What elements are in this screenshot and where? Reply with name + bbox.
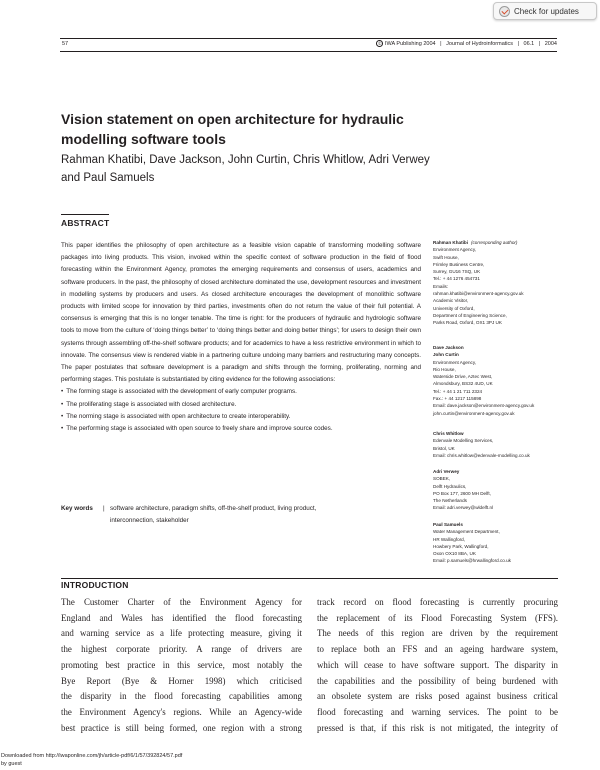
body-line: England and Wales has identified the flood forecasting (61, 612, 302, 623)
affiliation-line: Environment Agency, (433, 247, 477, 253)
introduction-rule (61, 578, 558, 579)
keywords-line: software architecture, paradigm shifts, off-the-shelf product, living product, (110, 505, 317, 512)
abstract-bullet: • The performing stage is associated with open source to freely share and improve source codes. (61, 423, 421, 435)
keywords-separator: | (103, 505, 105, 512)
header-separator: | (440, 41, 442, 47)
affiliation-name: Chris Whitlow (433, 431, 464, 436)
affiliation-name: John Curtin (433, 352, 459, 358)
affiliation-line: Waterside Drive, Aztec West, (433, 374, 493, 380)
keywords-label: Key words (61, 505, 93, 512)
introduction-left-column (61, 595, 302, 736)
body-line: promoting best practice in this service, most notably the (61, 659, 302, 670)
abstract-bullet: • The proliferating stage is associated with closed architecture. (61, 399, 421, 411)
author-line: and Paul Samuels (61, 172, 155, 184)
journal-year: 2004 (544, 41, 557, 47)
body-line: track record on flood forecasting is currently procuring (317, 597, 558, 607)
affiliation-line: Rio House, (433, 366, 456, 372)
affiliation-line: Delft Hydraulics, (433, 483, 467, 489)
abstract (61, 240, 421, 435)
author-line: Rahman Khatibi, Dave Jackson, John Curtin, Chris Whitlow, Adri Verwey (61, 154, 430, 166)
affiliation-role: (corresponding author) (470, 240, 518, 245)
body-line: the disparity in the flood forecasting capabilities among (61, 691, 302, 702)
affiliation-samuels (433, 521, 573, 565)
affiliation-line: Department of Engineering Science, (433, 312, 507, 318)
affiliation-line: Fax.: + 44 1217 115898 (433, 396, 482, 402)
body-line: The Customer Charter of the Environment Agency for (61, 597, 302, 607)
affiliation-email[interactable]: Email: chris.whitlow@edenvale-modelling.co.uk (433, 452, 530, 458)
affiliation-line: University of Oxford, (433, 305, 475, 311)
abstract-bullets (61, 386, 421, 435)
download-guest: by guest (1, 761, 22, 767)
affiliation-line: Tel.: + 44 1 21 711 2324 (433, 388, 483, 394)
keywords-line: interconnection, stakeholder (110, 517, 189, 525)
page-number: 57 (62, 41, 69, 47)
abstract-rule (61, 214, 109, 215)
affiliation-line: SOBEK, (433, 476, 451, 482)
journal-name: Journal of Hydroinformatics (446, 41, 514, 47)
introduction-heading: INTRODUCTION (61, 580, 129, 590)
affiliation-email[interactable]: john.curtin@environment-agency.gov.uk (433, 410, 515, 416)
affiliation-name: Dave Jackson (433, 345, 464, 350)
affiliation-line: Water Management Department, (433, 529, 500, 535)
affiliation-name: Rahman Khatibi (433, 240, 468, 245)
affiliation-line: Environment Agency, (433, 359, 477, 365)
download-footer (1, 752, 182, 768)
header-rule-top (60, 38, 557, 39)
affiliation-line: Swift House, (433, 254, 459, 260)
abstract-body: This paper identifies the philosophy of open architecture as a feasible vision capable of transforming modelling software packages into living products. This vision, invoked within the specific context of software production in the field of flood forecasting within the Environment Agency, promotes the emerging requirements and consensus of users, academics and software producers. In the past, the philosophy of closed architecture dominated the use, development resources and investment in modelling systems by producers and users. As closed architecture encourages the development of monolithic software products with limited scope for innovation by third parties, investments often do not return the value of their full potential. A consensus is emerging that this is no longer tenable. The time is right: for the producers of hydraulic and hydrologic software tools to move from the culture of ‘doing things better’ to ‘doing things better and doing better things’; for users to design their own systems through assembling off-the-shelf software products; and for academics to have a less restrictive environment in which to innovate. The consensus view is rendered viable in a partnering culture undoing many barriers and restructuring many concepts. The paper postulates that software development is a paradigm and shifts through the forming, proliferating, norming and performing stages. This postulate is substantiated by citing evidence for the following associations: (61, 242, 421, 384)
affiliation-line: PO Box 177, 2600 MH Delft, (433, 490, 491, 496)
affiliation-line: Emails: (433, 283, 449, 289)
affiliation-line: Surrey, GU16 7SQ, UK (433, 269, 481, 275)
affiliation-line: Bristol, UK (433, 445, 455, 451)
header-rule-bottom (60, 51, 557, 52)
body-line: the Environment Agency's regions. While an Agency-wide (61, 706, 302, 717)
body-line: the highest corporate priority. A range of drivers are (61, 644, 302, 655)
affiliation-email[interactable]: Email: p.samuels@hrwallingford.co.uk (433, 558, 511, 564)
abstract-bullet: • The forming stage is associated with the development of early computer programs. (61, 386, 421, 398)
affiliation-khatibi (433, 239, 573, 327)
affiliation-line: Parks Road, Oxford, OX1 3PJ UK (433, 320, 502, 326)
body-line: the replacement of its Flood Forecasting System (FFS). (317, 612, 558, 623)
body-line: which will cease to have software support. The disparity in (317, 659, 558, 670)
volume-issue: 06.1 (523, 41, 535, 47)
affiliation-line: Tel.: + 44 1276 454731 (433, 276, 480, 282)
body-line: The needs of this region are driven by the requirement (317, 628, 558, 639)
affiliation-email[interactable]: rahman.khatibi@environment-agency.gov.uk (433, 291, 524, 297)
body-line: an obsolete system are risks posed against business critical (317, 691, 558, 702)
header-separator: | (538, 41, 541, 47)
affiliation-line: Howbery Park, Wallingford, (433, 543, 489, 549)
body-line: best practice is still being formed, one region with a strong (61, 722, 302, 733)
body-line: flood forecasting and warning services. The point to be (317, 706, 558, 717)
affiliation-verwey (433, 468, 573, 512)
body-line: Bye Report (Bye & Horner 1998) which criticised (61, 675, 302, 686)
header-separator: | (517, 41, 519, 47)
affiliation-name: Paul Samuels (433, 522, 463, 527)
affiliation-line: Academic Visitor, (433, 298, 469, 304)
body-line: pressed is that, if this risk is not mitigated, the integrity of (317, 722, 558, 733)
abstract-heading: ABSTRACT (61, 218, 110, 228)
affiliation-line: The Netherlands (433, 498, 467, 504)
copyright-symbol: © (378, 41, 382, 46)
body-line: to replace both an FFS and an ageing hardware system, (317, 644, 558, 655)
affiliation-line: HR Wallingford, (433, 536, 465, 542)
affiliation-line: Edenvale Modelling Services, (433, 438, 494, 444)
download-link[interactable]: Downloaded from http://iwaponline.com/jh/article-pdf/6/1/57/392824/57.pdf (1, 753, 183, 759)
journal-info (376, 41, 557, 47)
publisher: IWA Publishing 2004 (385, 41, 436, 47)
keywords-text (110, 503, 410, 527)
affiliation-email[interactable]: Email: adri.verwey@wldelft.nl (433, 505, 494, 511)
body-line: the capabilities and the possibility of being burdened with (317, 675, 558, 686)
affiliation-jackson-curtin (433, 344, 573, 417)
check-for-updates-label: Check for updates (514, 6, 579, 16)
check-circle-icon (499, 6, 510, 17)
affiliation-name: Adri Verwey (433, 469, 460, 474)
affiliation-email[interactable]: Email: dave.jackson@environment-agency.gov.uk (433, 403, 535, 409)
body-line: and warning service as a life protecting measure, giving it (61, 628, 302, 639)
affiliation-whitlow (433, 430, 573, 459)
affiliation-line: Oxon OX10 8BA, UK (433, 551, 476, 557)
introduction-right-column (317, 595, 558, 736)
affiliation-line: Almondsbury, BS32 4UD, UK (433, 381, 493, 387)
check-for-updates-badge[interactable] (493, 2, 597, 20)
author-list (61, 151, 461, 187)
article-title: Vision statement on open architecture for hydraulic modelling software tools (61, 111, 404, 147)
affiliation-line: Frimley Business Centre, (433, 261, 485, 267)
abstract-bullet: • The norming stage is associated with open architecture to create interoperability. (61, 411, 421, 423)
